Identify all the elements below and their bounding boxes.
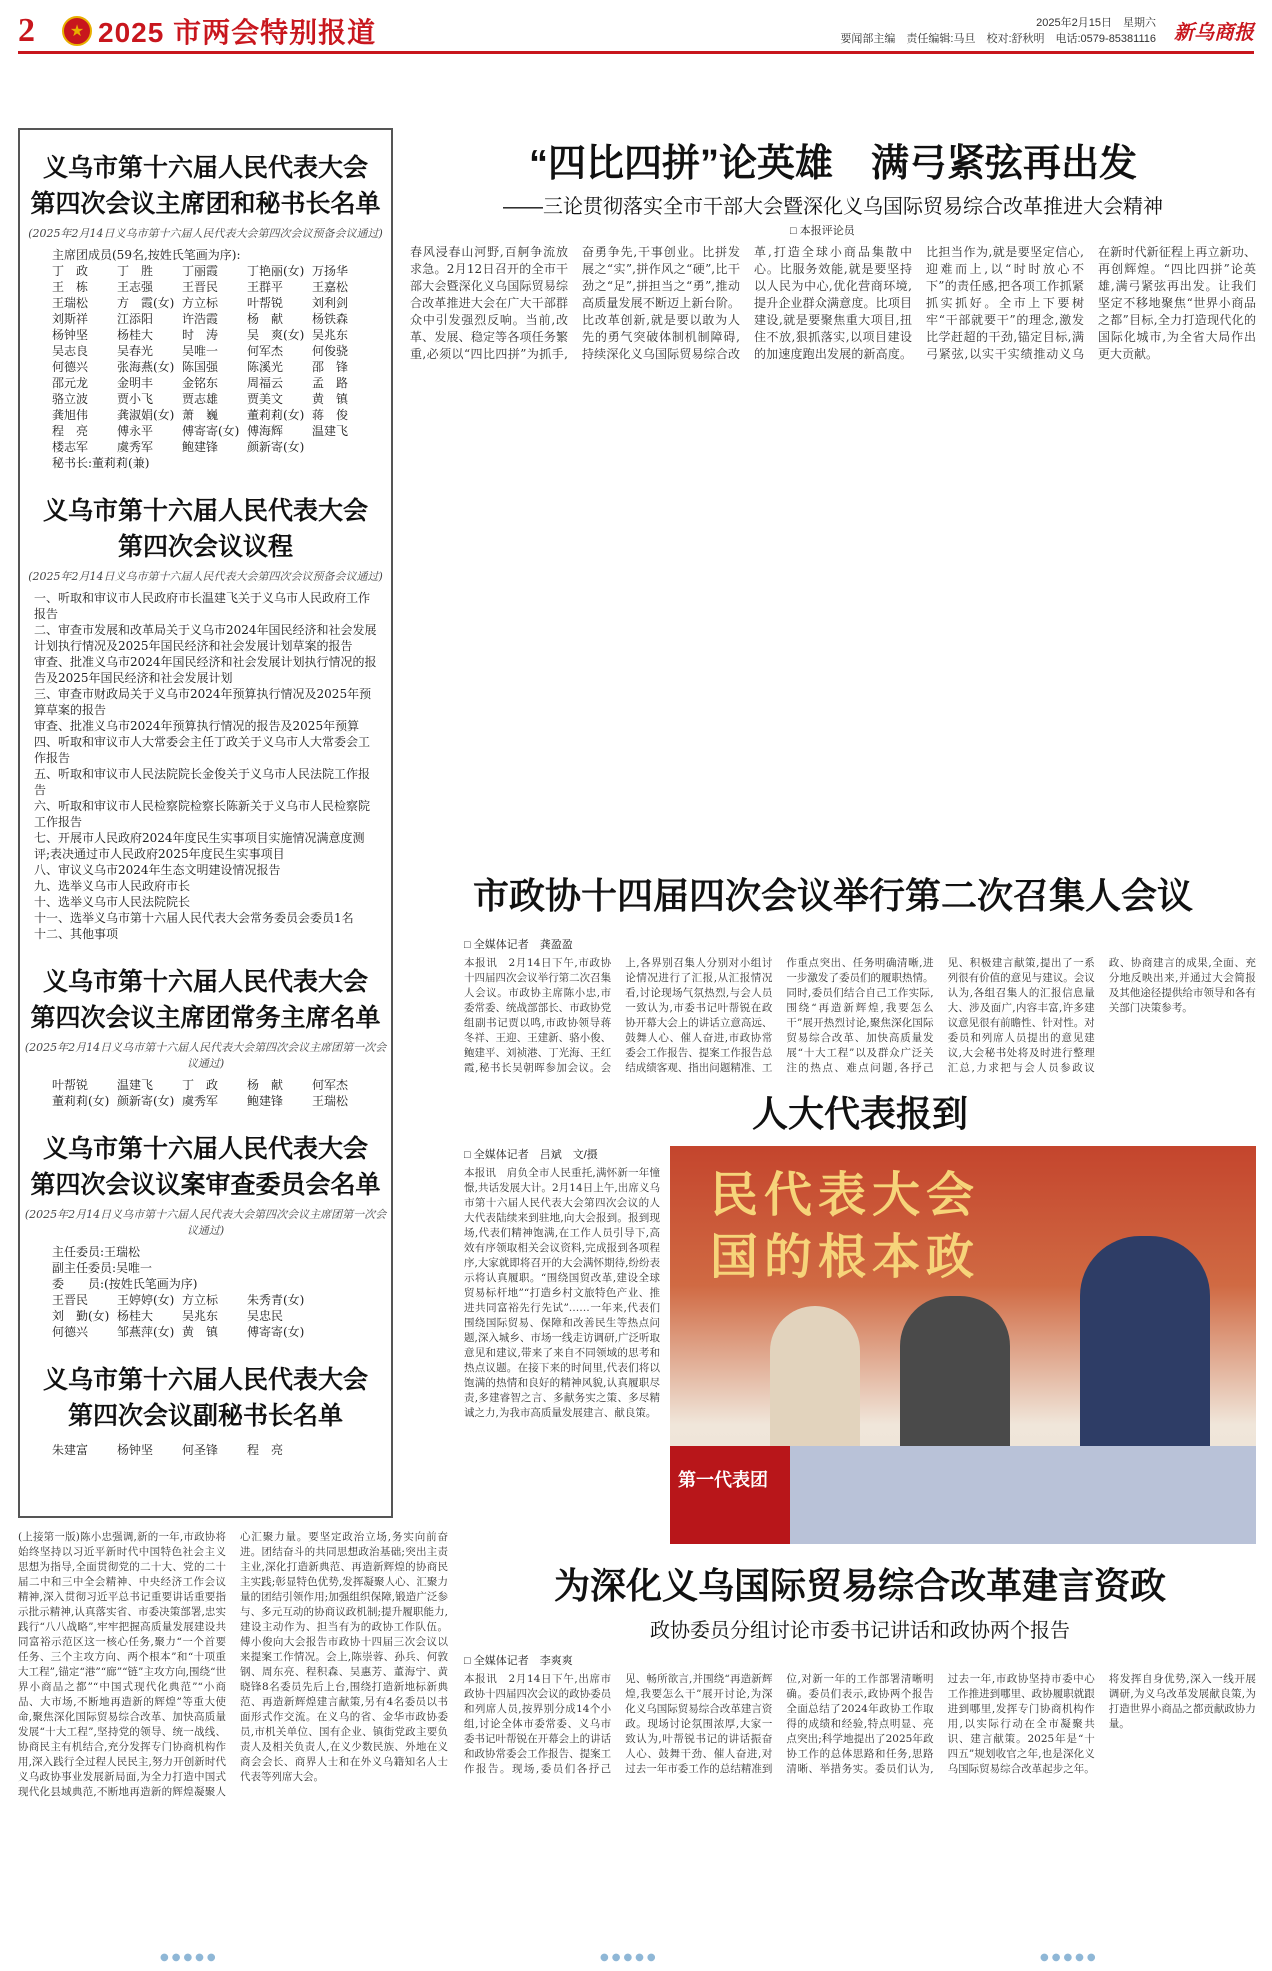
masthead: [18, 10, 1254, 54]
name-item: 何德兴: [52, 360, 89, 374]
name-item: 方立标: [182, 296, 219, 310]
s4-note: (2025年2月14日义乌市第十六届人民代表大会第四次会议主席团第一次会议通过): [24, 1208, 387, 1237]
s4-title: 义乌市第十六届人民代表大会 第四次会议议案审查委员会名单: [30, 1135, 381, 1199]
name-item: 骆立波: [52, 392, 89, 406]
footer-dots: ●●●●●: [160, 1952, 219, 1963]
name-item: 时 涛: [182, 328, 219, 342]
s1-title: 义乌市第十六届人民代表大会 第四次会议主席团和秘书长名单: [30, 154, 381, 218]
name-item: 孟 路: [312, 376, 349, 390]
agenda-item: 七、开展市人民政府2024年度民生实事项目实施情况满意度测评;表决通过市人民政府2025年度民生实事项目: [34, 831, 365, 861]
name-item: 颜新寄(女): [117, 1094, 175, 1108]
name-item: 周福云: [247, 376, 284, 390]
s1-note: (2025年2月14日义乌市第十六届人民代表大会第四次会议预备会议通过): [28, 227, 383, 240]
name-item: 丁 政: [182, 1078, 219, 1092]
name-item: 刘 勤(女): [52, 1309, 110, 1323]
name-item: 金明丰: [117, 376, 154, 390]
name-item: 朱秀青(女): [247, 1293, 305, 1307]
name-item: 叶帮锐: [247, 296, 284, 310]
name-item: 吴忠民: [247, 1309, 284, 1323]
name-item: 王婷婷(女): [117, 1293, 175, 1307]
name-item: 杨钟坚: [117, 1443, 154, 1457]
a2-byline: □ 全媒体记者 龚盈盈: [464, 939, 573, 951]
s3-title: 义乌市第十六届人民代表大会 第四次会议主席团常务主席名单: [30, 968, 381, 1032]
footer-dots: ●●●●●: [1040, 1952, 1099, 1963]
name-item: 丁艳丽(女): [247, 264, 305, 278]
name-item: 傅海辉: [247, 424, 284, 438]
standing-chairs-names: [20, 1077, 391, 1109]
name-item: 萧 巍: [182, 408, 219, 422]
name-item: 方 霞(女): [117, 296, 175, 310]
s2-note: (2025年2月14日义乌市第十六届人民代表大会第四次会议预备会议通过): [28, 570, 383, 583]
a1-byline: □ 本报评论员: [790, 225, 855, 237]
agenda-item: 五、听取和审议市人民法院院长金俊关于义乌市人民法院工作报告: [34, 767, 371, 797]
name-item: 吴兆东: [182, 1309, 219, 1323]
editor-credits: 要闻部主编 责任编辑:马旦 校对:舒秋明 电话:0579-85381116: [840, 32, 1156, 45]
name-item: 丁 政: [52, 264, 89, 278]
agenda-item: 三、审查市财政局关于义乌市2024年预算执行情况及2025年预算草案的报告: [34, 687, 372, 717]
name-item: 吴 爽(女): [247, 328, 305, 342]
name-item: 许浩霞: [182, 312, 219, 326]
a2-headline: 市政协十四届四次会议举行第二次召集人会议: [472, 875, 1193, 916]
name-item: 董莉莉(女): [52, 1094, 110, 1108]
name-item: 颜新寄(女): [247, 440, 305, 454]
name-item: 杨桂大: [117, 328, 154, 342]
name-item: 傅永平: [117, 424, 154, 438]
name-item: 刘利剑: [312, 296, 349, 310]
role-item: 副主任委员:吴唯一: [52, 1261, 153, 1275]
photo-backdrop-text-2: 国的根本政: [710, 1229, 981, 1285]
a3-headline: 人大代表报到: [751, 1093, 968, 1134]
agenda-item: 六、听取和审议市人民检察院检察长陈新关于义乌市人民检察院工作报告: [34, 799, 371, 829]
name-item: 吴兆东: [312, 328, 349, 342]
name-item: 王志强: [117, 280, 154, 294]
photo-backdrop-text-1: 民代表大会: [710, 1167, 981, 1223]
name-item: 王晋民: [52, 1293, 89, 1307]
name-item: 鲍建锋: [247, 1094, 284, 1108]
name-item: 吴春光: [117, 344, 154, 358]
name-item: [312, 1324, 377, 1340]
name-item: 江添阳: [117, 312, 154, 326]
name-item: 傅寄寄(女): [182, 424, 240, 438]
name-item: 邵元龙: [52, 376, 89, 390]
a4-byline: □ 全媒体记者 李爽爽: [464, 1655, 573, 1667]
a5-body: (上接第一版)陈小忠强调,新的一年,市政协将始终坚持以习近平新时代中国特色社会主义思想为指导,全面贯彻党的二十大、党的二十届二中和三中全会精神、中央经济工作会议精神,深入贯彻习近平总书记重要讲话重要指示批示精神,认真落实省、市委决策部署,忠实践行“八八战略”,牢牢把握高质量发展建设共同富裕示范区这一核心任务,聚力“一个首要任务、三个主攻方向、两个根本”和“十项重大工程”,锚定“港”“廊”“链”主攻方向,围绕“世界小商品之都”“中国式现代化典范”“小商品、大市场,不断地再造新的辉煌”等重大使命,聚焦深化国际贸易综合改革、加快高质量发展“十大工程”,坚持党的领导、统一战线、协商民主有机结合,充分发挥专门协商机构作用,深入践行全过程人民民主,努力开创新时代义乌政协事业发展新局面,为全力打造中国式现代化县域典范,不断地再造新的辉煌凝聚人心汇聚力量。要坚定政治立场,务实向前奋进。团结奋斗的共同思想政治基础;突出主责主业,深化打造新典范、再造新辉煌的协商民主实践;彰显特色优势,发挥凝聚人心、汇聚力量的团结引领作用;加强组织保障,锻造广泛参与、多元互动的协商议政机制;提升履职能力,建设主动作为、担当有为的政协工作队伍。傅小俊向大会报告市政协十四届三次会议以来提案工作情况。会上,陈崇蓉、孙兵、何敦钢、周东亮、程积森、吴惠芳、董海宁、黄晓锋8名委员先后上台,围绕打造新地标新典范、再造新辉煌建言献策,另有4名委员以书面形式作交流。在义乌的省、金华市政协委员,市机关单位、国有企业、镇街党政主要负责人及相关负责人,在义少数民族、外地在义商会会长、商界人士和在外义乌籍知名人士代表等列席大会。: [18, 1531, 448, 1798]
a4-body: 本报讯 2月14日下午,出席市政协十四届四次会议的政协委员和列席人员,按界别分成14个小组,讨论全体市委常委、义乌市委书记叶帮锐在开幕会上的讲话和政协常委会工作报告、提案工作报告。现场,委员们各抒己见、畅所欲言,并围绕“再造新辉煌,我要怎么干”展开讨论,为深化义乌国际贸易综合改革建言资政。现场讨论氛围浓厚,大家一致认为,叶帮锐书记的讲话振奋人心、鼓舞干劲、催人奋进,对过去一年市委工作的总结精准到位,对新一年的工作部署清晰明确。委员们表示,政协两个报告全面总结了2024年政协工作取得的成绩和经验,特点明显、亮点突出;科学地提出了2025年政协工作的总体思路和任务,思路清晰、举措务实。委员们认为,过去一年,市政协坚持市委中心工作推进到哪里、政协履职就跟进到哪里,发挥专门协商机构作用,以实际行动在全市凝聚共识、建言献策。2025年是“十四五”规划收官之年,也是深化义乌国际贸易综合改革起步之年。将发挥自身优势,深入一线开展调研,为义乌改革发展献良策,为打造世界小商品之都贡献政协力量。: [464, 1673, 1256, 1775]
a3-body: 本报讯 肩负全市人民重托,满怀新一年憧憬,共话发展大计。2月14日上午,出席义乌市第十六届人民代表大会第四次会议的人大代表陆续来到驻地,向大会报到。报到现场,代表们精神饱满,在工作人员引导下,高效有序领取相关会议资料,完成报到各项程序,大家就即将召开的大会满怀期待,纷纷表示将认真履职。“围绕国贸改革,建设全球贸易标杆地”“打造乡村文旅特色产业、推进共同富裕先行先试”……一年来,代表们围绕国际贸易、保障和改善民生等热点问题,深入城乡、市场一线走访调研,广泛听取意见和建议,带来了来自不同领域的思考和热点议题。在接下来的时间里,代表们将以饱满的热情和良好的精神风貌,认真履职尽责,多建睿智之言、多献务实之策、多尽精诚之力,为我市高质量发展建言、献良策。: [464, 1167, 660, 1419]
name-item: 程 亮: [52, 424, 89, 438]
agenda-item: 二、审查市发展和改革局关于义乌市2024年国民经济和社会发展计划执行情况及2025年国民经济和社会发展计划草案的报告: [34, 623, 377, 653]
s1-head: 主席团成员(59名,按姓氏笔画为序):: [52, 248, 241, 262]
name-item: 何俊骁: [312, 344, 349, 358]
name-item: 杨桂大: [117, 1309, 154, 1323]
committee-roles: [20, 1244, 391, 1292]
role-item: 委 员:(按姓氏笔画为序): [52, 1277, 198, 1291]
agenda-item: 审查、批准义乌市2024年国民经济和社会发展计划执行情况的报告及2025年国民经济和社会发展计划: [34, 655, 377, 685]
name-item: 何军杰: [247, 344, 284, 358]
agenda-item: 八、审议义乌市2024年生态文明建设情况报告: [34, 863, 281, 877]
person-shape: [770, 1306, 860, 1456]
name-item: 丁丽霞: [182, 264, 219, 278]
a1-headline: “四比四拼”论英雄 满弓紧弦再出发: [528, 143, 1137, 185]
name-item: 温建飞: [312, 424, 349, 438]
a1-body: 春风浸春山河野,百舸争流放求急。2月12日召开的全市干部大会暨深化义乌国际贸易综合改革推进大会在广大干部群众中引发强烈反响。当前,改革、发展、稳定等各项任务繁重,必须以“四比四拼”为抓手,奋勇争先,干事创业。比拼发展之“实”,拼作风之“硬”,比干劲之“足”,拼担当之“勇”,推动高质量发展不断迈上新台阶。比改革创新,就是要以敢为人先的勇气突破体制机制障碍,持续深化义乌国际贸易综合改革,打造全球小商品集散中心。比服务效能,就是要坚持以人民为中心,优化营商环境,提升企业群众满意度。比项目建设,就是要聚焦重大项目,扭住不放,狠抓落实,以项目建设的加速度跑出发展的新高度。比担当作为,就是要坚定信心,迎难而上,以“时时放心不下”的责任感,把各项工作抓紧抓实抓好。全市上下要树牢“干部就要干”的理念,激发比学赶超的干劲,锚定目标,满弓紧弦,以实干实绩推动义乌在新时代新征程上再立新功、再创辉煌。“四比四拼”论英雄,满弓紧弦再出发。让我们坚定不移地聚焦“世界小商品之都”目标,全力打造现代化的国际化城市,为全省大局作出更大贡献。: [410, 245, 1256, 361]
s3-note: (2025年2月14日义乌市第十六届人民代表大会第四次会议主席团第一次会议通过): [24, 1041, 387, 1070]
name-item: [312, 1308, 377, 1324]
name-item: 杨铁森: [312, 312, 349, 326]
name-item: 金铭东: [182, 376, 219, 390]
name-item: 叶帮锐: [52, 1078, 89, 1092]
newspaper-logo: 新乌商报: [1174, 20, 1254, 44]
name-item: 黄 镇: [182, 1325, 219, 1339]
name-item: [312, 1292, 377, 1308]
name-item: 王 栋: [52, 280, 89, 294]
name-item: 方立标: [182, 1293, 219, 1307]
a3-byline: □ 全媒体记者 吕斌 文/摄: [464, 1149, 598, 1161]
emblem-icon: ★: [62, 16, 92, 46]
name-item: 王晋民: [182, 280, 219, 294]
name-item: 杨钟坚: [52, 328, 89, 342]
name-item: 董莉莉(女): [247, 408, 305, 422]
name-item: 邵 锋: [312, 360, 349, 374]
agenda-item: 十二、其他事项: [34, 927, 119, 941]
name-item: 黄 镇: [312, 392, 349, 406]
name-item: 王嘉松: [312, 280, 349, 294]
name-item: 虞秀军: [182, 1094, 219, 1108]
a2-body: 本报讯 2月14日下午,市政协十四届四次会议举行第二次召集人会议。市政协主席陈小忠,市委常委、统战部部长、市政协党组副书记贾以鸣,市政协领导蒋冬祥、王迎、王建新、骆小俊、鲍建平、刘祯港、丁光海、王红霞,秘书长吴朝晖参加会议。会上,各界别召集人分别对小组讨论情况进行了汇报,从汇报情况看,讨论现场气氛热烈,与会人员一致认为,市委书记叶帮锐在政协开幕大会上的讲话立意高远、鼓舞人心、催人奋进,市政协常委会工作报告、提案工作报告总结成绩客观、指出问题精准、工作重点突出、任务明确清晰,进一步激发了委员们的履职热情。同时,委员们结合自己工作实际,围绕“再造新辉煌,我要怎么干”展开热烈讨论,聚焦深化国际贸易综合改革、加快高质量发展“十大工程”以及群众广泛关注的热点、难点问题,各抒己见、积极建言献策,提出了一系列很有价值的意见与建议。会议认为,各组召集人的汇报信息量大、涉及面广,内容丰富,许多建议意见很有前瞻性、针对性。对委员和列席人员提出的意见建议,大会秘书处将及时进行整理汇总,力求把与会人员参政议政、协商建言的成果,全面、充分地反映出来,并通过大会简报及其他途径提供给市领导和各有关部门决策参考。: [464, 957, 1256, 1074]
name-item: 刘斯祥: [52, 312, 89, 326]
delegates-registration-photo: [670, 1146, 1256, 1544]
masthead-meta: [840, 15, 1156, 47]
name-item: 贾小飞: [117, 392, 154, 406]
s1-secretary: 秘书长:董莉莉(兼): [52, 456, 150, 470]
name-item: 何圣锋: [182, 1443, 219, 1457]
name-item: 何德兴: [52, 1325, 89, 1339]
name-item: 龚旭伟: [52, 408, 89, 422]
name-item: 王群平: [247, 280, 284, 294]
s2-title: 义乌市第十六届人民代表大会 第四次会议议程: [42, 497, 368, 561]
name-item: 王瑞松: [312, 1094, 349, 1108]
masthead-title: 2025 市两会特别报道: [98, 16, 377, 48]
photo-banner: 第一代表团: [670, 1446, 790, 1544]
a4-headline: 为深化义乌国际贸易综合改革建言资政: [553, 1565, 1166, 1606]
page-number: 2: [18, 11, 35, 49]
agenda-item: 四、听取和审议市人大常委会主任丁政关于义乌市人大常委会工作报告: [34, 735, 371, 765]
name-item: 吴唯一: [182, 344, 219, 358]
name-item: 温建飞: [117, 1078, 154, 1092]
role-item: 主任委员:王瑞松: [52, 1245, 141, 1259]
name-item: 陈国强: [182, 360, 219, 374]
name-item: 张海燕(女): [117, 360, 175, 374]
a1-subheadline: ——三论贯彻落实全市干部大会暨深化义乌国际贸易综合改革推进大会精神: [503, 196, 1163, 218]
footer-dots: ●●●●●: [600, 1952, 659, 1963]
agenda-item: 审查、批准义乌市2024年预算执行情况的报告及2025年预算: [34, 719, 360, 733]
name-item: 楼志军: [52, 440, 89, 454]
name-item: 傅寄寄(女): [247, 1325, 305, 1339]
agenda-item: 九、选举义乌市人民政府市长: [34, 879, 191, 893]
name-item: 杨 献: [247, 1078, 284, 1092]
agenda-item: 十一、选举义乌市第十六届人民代表大会常务委员会委员1名: [34, 911, 354, 925]
name-item: 龚淑娟(女): [117, 408, 175, 422]
presidium-names: [20, 263, 391, 455]
name-item: 程 亮: [247, 1443, 284, 1457]
name-item: 贾志雄: [182, 392, 219, 406]
s5-title: 义乌市第十六届人民代表大会 第四次会议副秘书长名单: [42, 1366, 368, 1430]
agenda-list: [20, 590, 391, 942]
name-item: 吴志良: [52, 344, 89, 358]
person-shape: [900, 1296, 1010, 1466]
name-item: 虞秀军: [117, 440, 154, 454]
name-item: 丁 胜: [117, 264, 154, 278]
name-item: 邹燕萍(女): [117, 1325, 175, 1339]
name-item: 蒋 俊: [312, 408, 349, 422]
deputy-secretaries-names: [20, 1442, 391, 1458]
name-item: 贾美文: [247, 392, 284, 406]
left-lists-panel: [18, 128, 393, 1518]
name-item: 鲍建锋: [182, 440, 219, 454]
name-item: 朱建富: [52, 1443, 89, 1457]
name-item: 陈溪光: [247, 360, 284, 374]
agenda-item: 一、听取和审议市人民政府市长温建飞关于义乌市人民政府工作报告: [34, 591, 371, 621]
committee-names: [20, 1292, 391, 1340]
name-item: 万扬华: [312, 264, 349, 278]
agenda-item: 十、选举义乌市人民法院院长: [34, 895, 191, 909]
name-item: 何军杰: [312, 1078, 349, 1092]
issue-date: 2025年2月15日 星期六: [1036, 16, 1156, 29]
name-item: 杨 献: [247, 312, 284, 326]
a4-subheadline: 政协委员分组讨论市委书记讲话和政协两个报告: [650, 1620, 1070, 1642]
name-item: 王瑞松: [52, 296, 89, 310]
